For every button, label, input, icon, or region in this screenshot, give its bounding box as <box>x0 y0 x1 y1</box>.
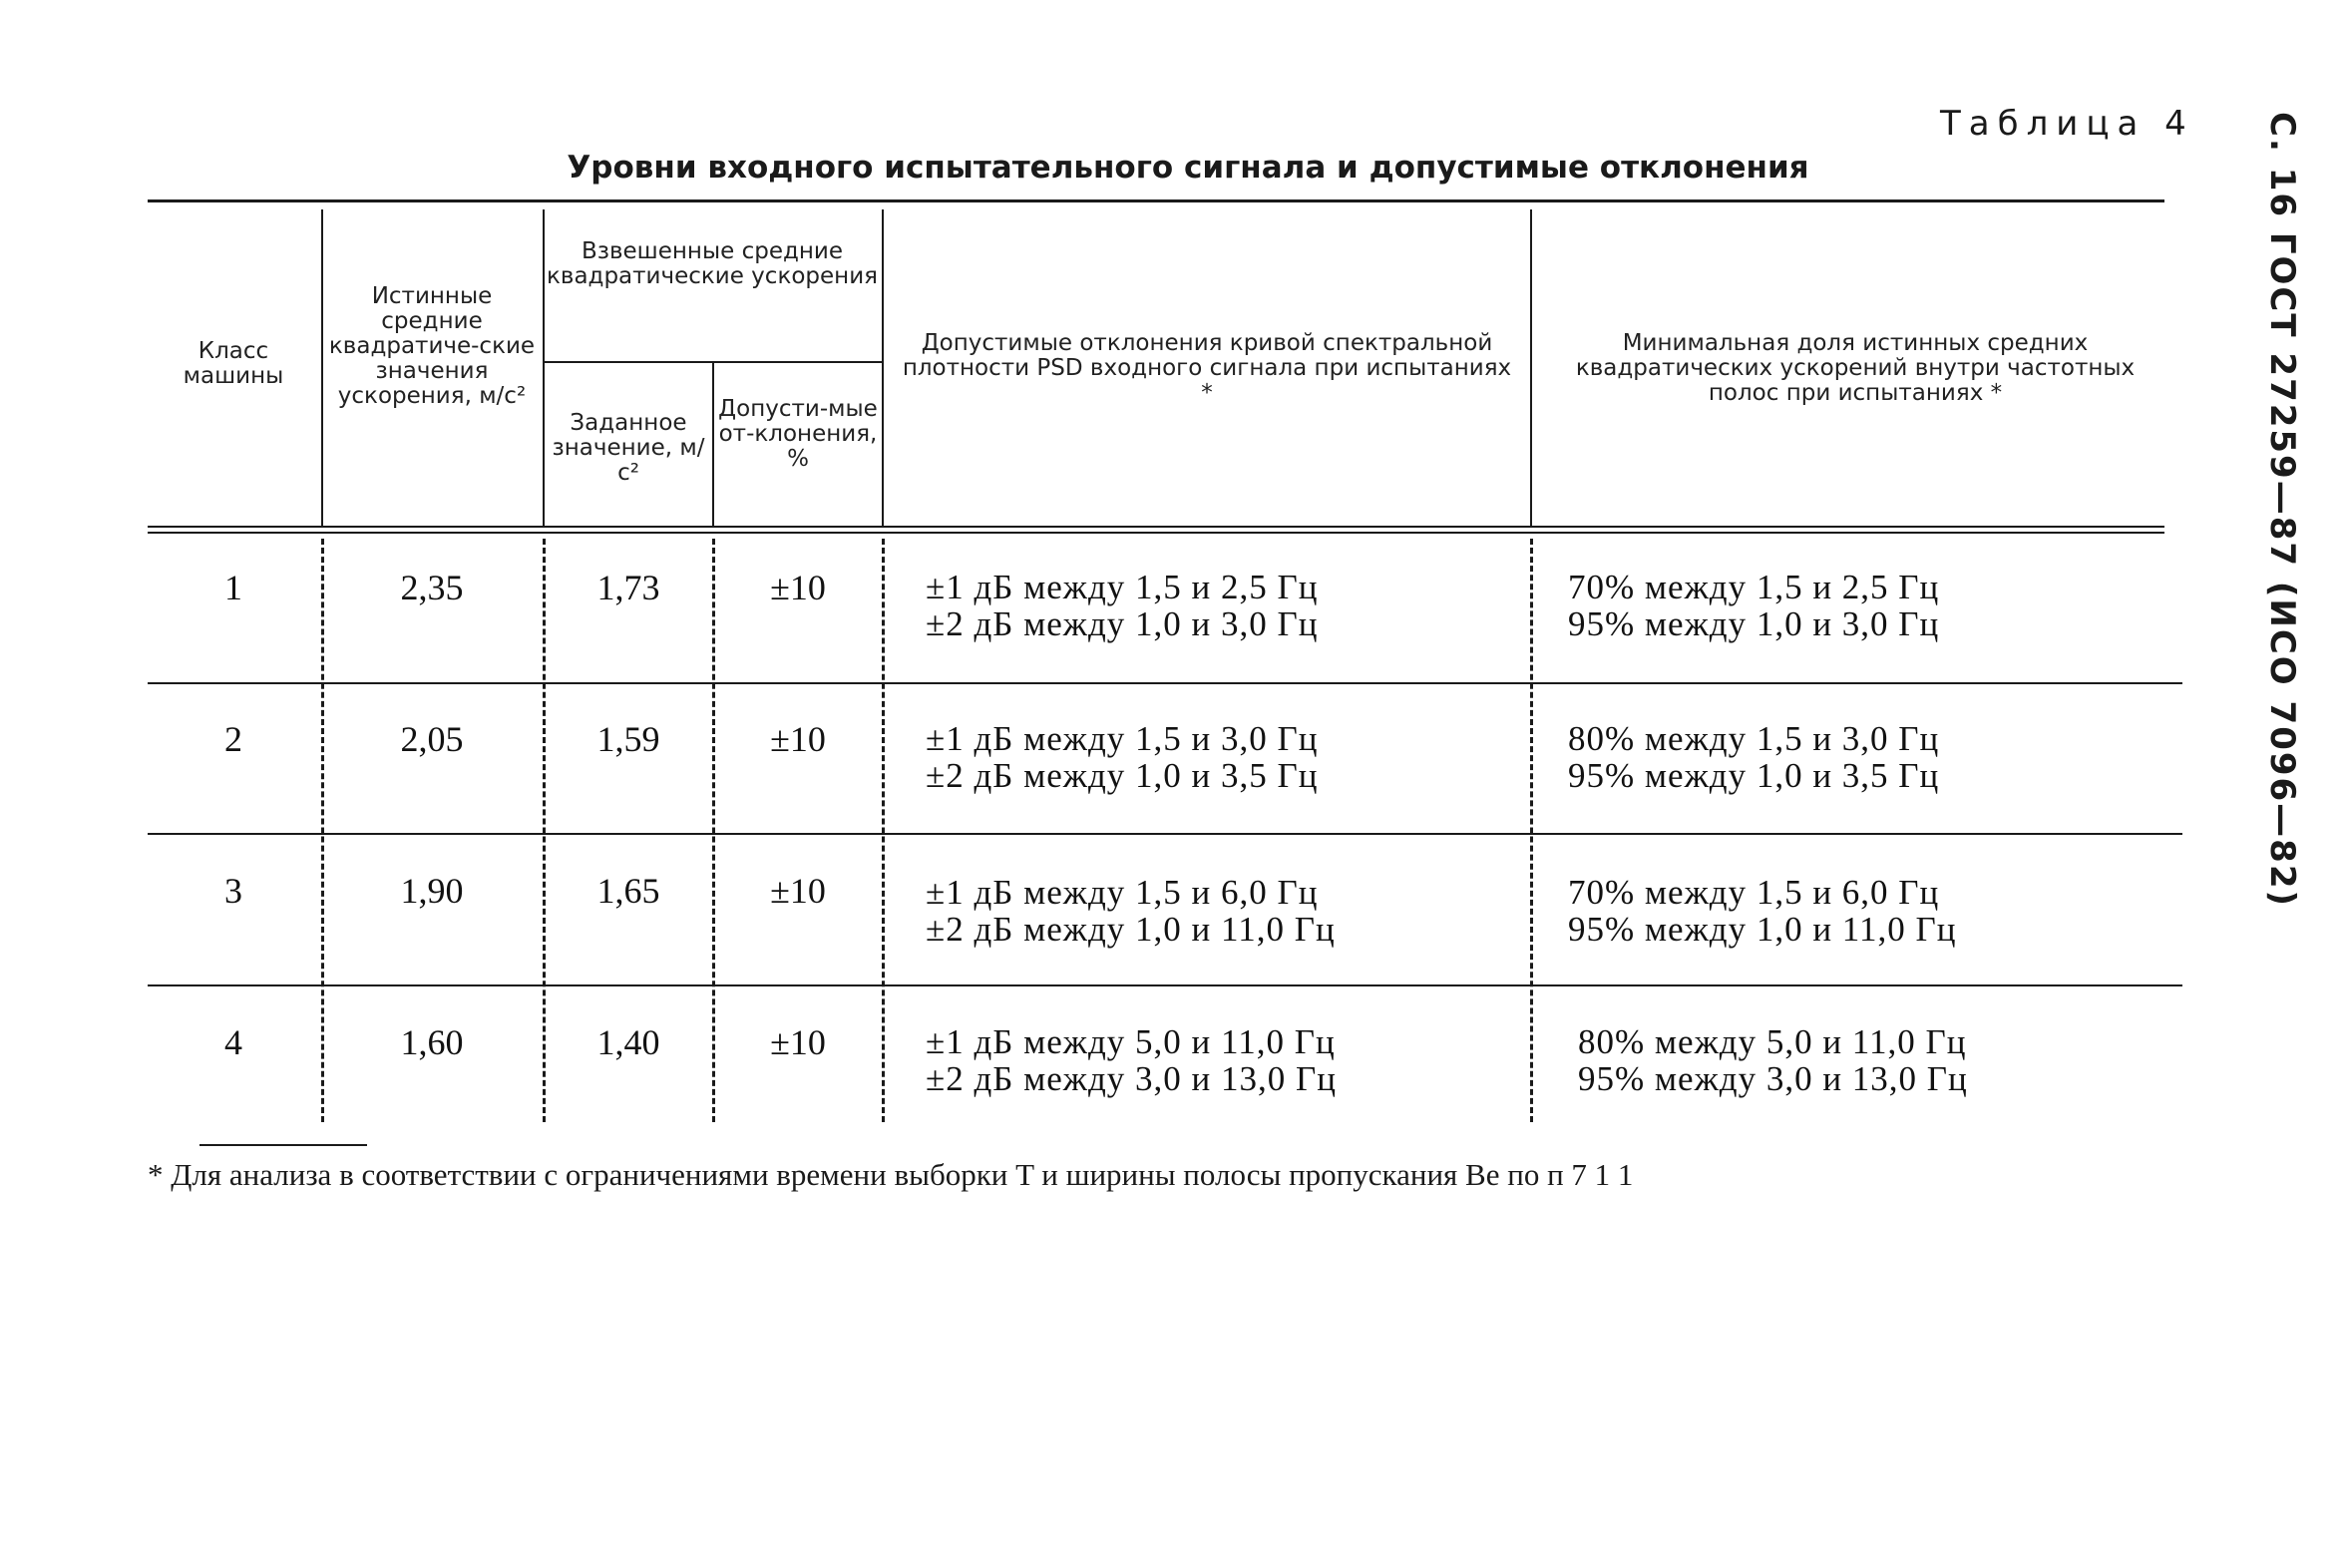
cell-class: 3 <box>224 871 242 911</box>
cell-psd-line: ±2 дБ между 3,0 и 13,0 Гц <box>926 1059 1337 1098</box>
header-tolerance: Допусти-мые от-клонения, % <box>718 396 878 472</box>
col-divider <box>712 539 715 1122</box>
side-header: С. 16 ГОСТ 27259—87 (ИСО 7096—82) <box>2262 112 2302 909</box>
col-divider <box>321 209 323 527</box>
row-rule <box>148 833 2182 835</box>
cell-psd-line: ±1 дБ между 1,5 и 2,5 Гц <box>926 568 1319 606</box>
cell-class: 2 <box>224 719 242 759</box>
cell-set-value: 1,40 <box>596 1022 660 1062</box>
row-rule <box>148 984 2182 986</box>
col-divider <box>712 361 714 527</box>
side-header-container <box>2262 112 2304 909</box>
header-rule-1 <box>148 526 2164 528</box>
cell-share-line: 95% между 3,0 и 13,0 Гц <box>1578 1059 1968 1098</box>
header-class: Класс машины <box>183 338 284 389</box>
cell-share-line: 80% между 5,0 и 11,0 Гц <box>1578 1022 1967 1061</box>
cell-psd-line: ±2 дБ между 1,0 и 11,0 Гц <box>926 910 1336 949</box>
cell-share-line: 70% между 1,5 и 6,0 Гц <box>1568 873 1940 912</box>
col-divider <box>543 209 545 527</box>
col-divider <box>882 539 885 1122</box>
col-divider <box>1530 209 1532 527</box>
header-min-share: Минимальная доля истинных средних квадратических ускорений внутри частотных полос при испытаниях * <box>1575 330 2136 406</box>
cell-tolerance: ±10 <box>770 568 826 607</box>
cell-true-rms: 2,05 <box>400 719 464 759</box>
cell-true-rms: 1,90 <box>400 871 464 911</box>
cell-class: 1 <box>224 568 242 607</box>
cell-share-line: 95% между 1,0 и 11,0 Гц <box>1568 910 1957 949</box>
header-rule-2 <box>148 532 2164 534</box>
col-divider <box>1530 539 1533 1122</box>
footnote: * Для анализа в соответствии с ограничениями времени выборки T и ширины полосы пропускания Be по п 7 1 1 <box>148 1157 1634 1192</box>
cell-true-rms: 2,35 <box>400 568 464 607</box>
header-psd-deviation: Допустимые отклонения кривой спектральной плотности PSD входного сигнала при испытаниях * <box>902 330 1512 406</box>
cell-psd-line: ±2 дБ между 1,0 и 3,0 Гц <box>926 604 1319 643</box>
col-divider <box>543 539 546 1122</box>
cell-psd-line: ±2 дБ между 1,0 и 3,5 Гц <box>926 756 1319 795</box>
cell-psd-line: ±1 дБ между 5,0 и 11,0 Гц <box>926 1022 1336 1061</box>
cell-tolerance: ±10 <box>770 1022 826 1062</box>
cell-share-line: 80% между 1,5 и 3,0 Гц <box>1568 719 1940 758</box>
cell-tolerance: ±10 <box>770 719 826 759</box>
cell-psd-line: ±1 дБ между 1,5 и 6,0 Гц <box>926 873 1319 912</box>
cell-share-line: 95% между 1,0 и 3,0 Гц <box>1568 604 1940 643</box>
table-top-rule <box>148 199 2164 202</box>
cell-tolerance: ±10 <box>770 871 826 911</box>
col-divider <box>882 209 884 527</box>
cell-class: 4 <box>224 1022 242 1062</box>
cell-psd-line: ±1 дБ между 1,5 и 3,0 Гц <box>926 719 1319 758</box>
cell-true-rms: 1,60 <box>400 1022 464 1062</box>
header-true-rms: Истинные средние квадратиче-ские значения ускорения, м/с² <box>328 283 536 409</box>
table-number: Таблица 4 <box>1940 104 2194 144</box>
col-divider <box>321 539 324 1122</box>
footnote-rule <box>199 1144 367 1146</box>
row-rule <box>148 682 2182 684</box>
header-set-value: Заданное значение, м/с² <box>552 410 705 486</box>
table-title: Уровни входного испытательного сигнала и допустимые отклонения <box>567 150 1809 186</box>
cell-set-value: 1,65 <box>596 871 660 911</box>
cell-share-line: 95% между 1,0 и 3,5 Гц <box>1568 756 1940 795</box>
cell-set-value: 1,73 <box>596 568 660 607</box>
cell-share-line: 70% между 1,5 и 2,5 Гц <box>1568 568 1940 606</box>
header-weighted-group: Взвешенные средние квадратические ускорения <box>547 238 878 289</box>
cell-set-value: 1,59 <box>596 719 660 759</box>
